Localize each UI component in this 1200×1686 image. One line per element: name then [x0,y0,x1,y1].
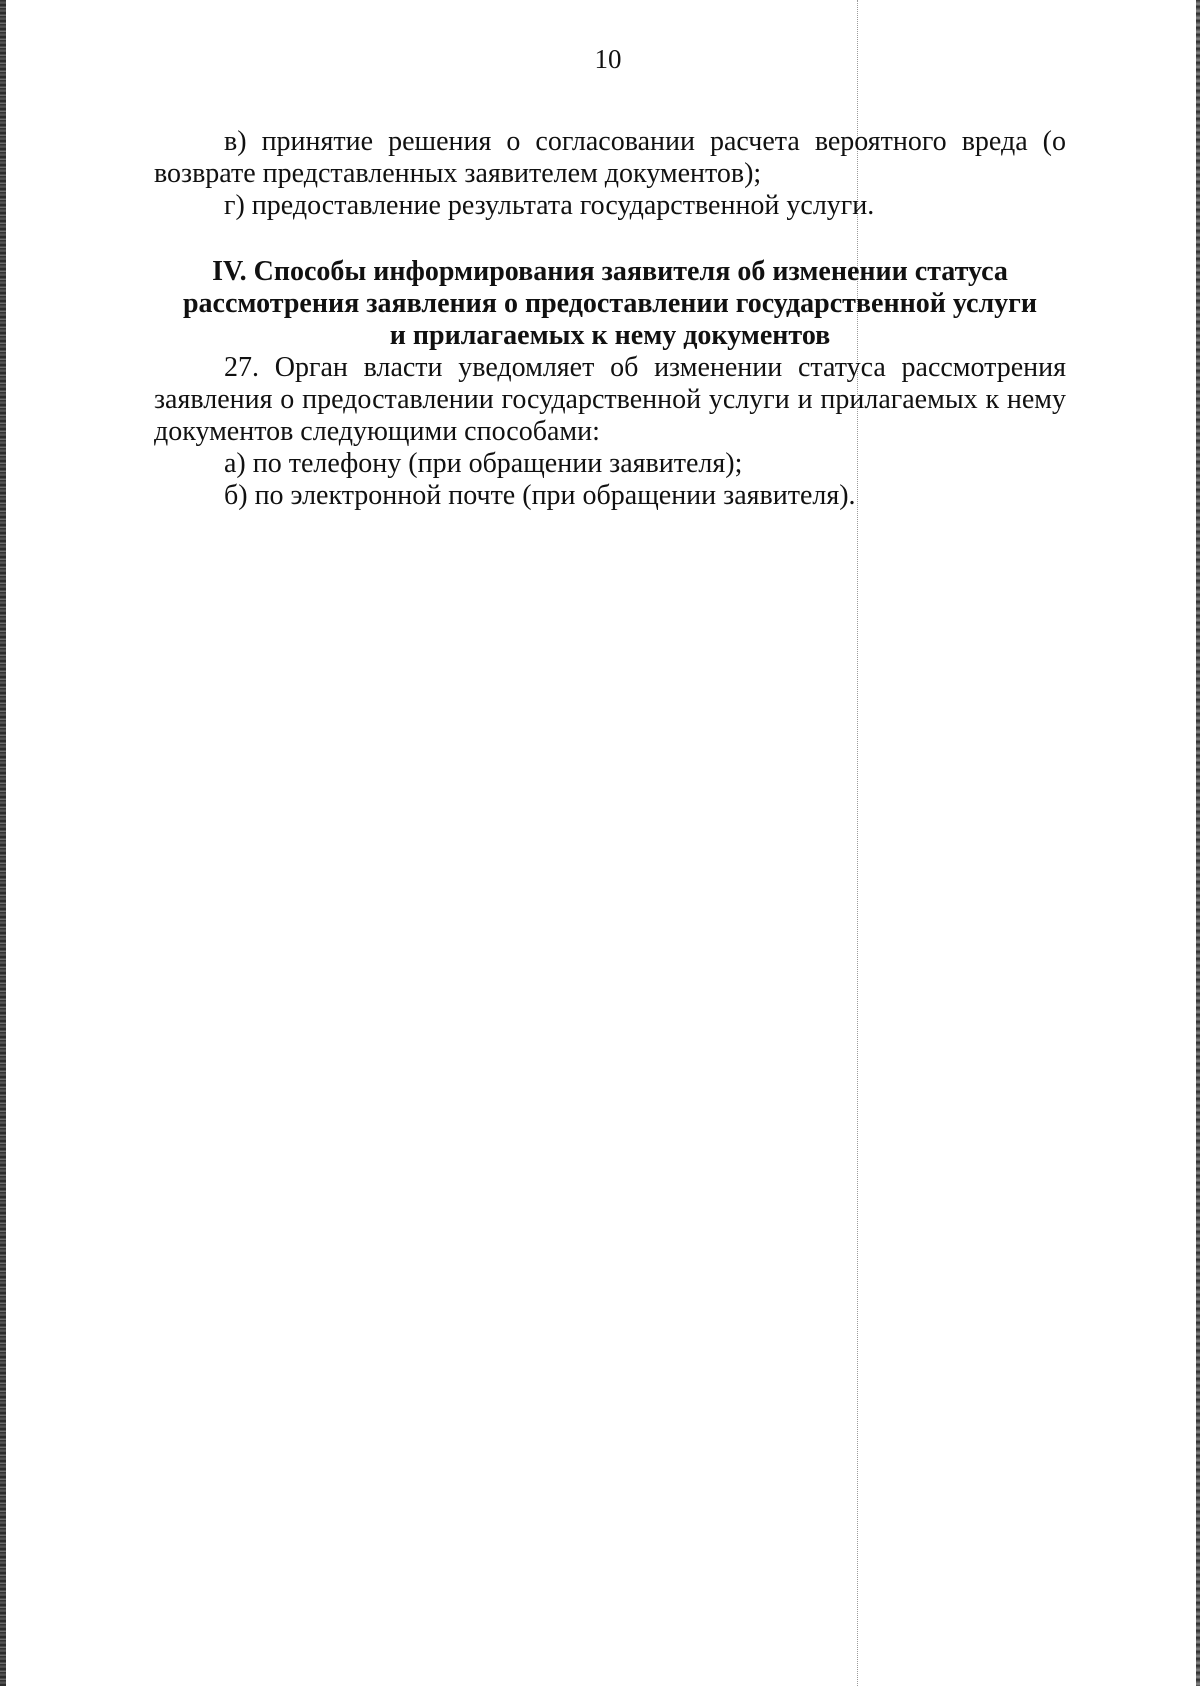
page-number: 10 [594,44,622,74]
document-body [154,126,1066,512]
scan-border-right [1196,0,1200,1686]
section-heading-line-3: и прилагаемых к нему документов [389,320,831,351]
scan-border-left [0,0,6,1686]
section-heading [154,256,1066,352]
section-heading-line-2: рассмотрения заявления о предоставлении государственной услуги [182,288,1037,319]
list-item-b: б) по электронной почте (при обращении заявителя). [224,480,856,511]
list-item-g: г) предоставление результата государственной услуги. [224,190,875,221]
list-item-v: в) принятие решения о согласовании расчета вероятного вреда (о возврате представленных заявителем документов); [154,126,1066,189]
paragraph-27: 27. Орган власти уведомляет об изменении статуса рассмотрения заявления о предоставлении государственной услуги и прилагаемых к нему документов следующими способами: [154,352,1066,447]
list-item-a: а) по телефону (при обращении заявителя); [224,448,743,479]
section-heading-line-1: IV. Способы информирования заявителя об изменении статуса [212,256,1008,287]
